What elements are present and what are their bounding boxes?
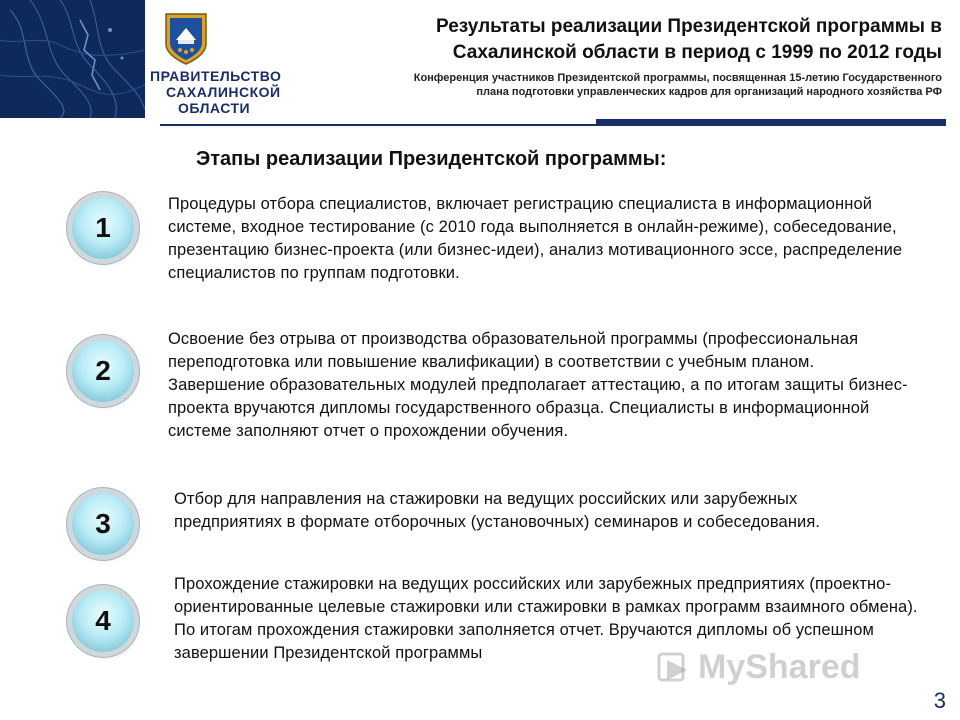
- step-badge-3: 3: [72, 493, 134, 555]
- page-title-line2: Сахалинской области в период с 1999 по 2012 годы: [452, 42, 942, 63]
- step-text-1: Процедуры отбора специалистов, включает регистрацию специалиста в информационной системе, входное тестирование (с 2010 года выполняется в онлайн-режиме), собеседование, презентацию бизнес-проекта (или бизнес-идеи), анализ мотивационного эссе, распределение специалистов по группам подготовки.: [168, 195, 903, 282]
- org-name-line3: ОБЛАСТИ: [178, 100, 251, 116]
- step-badge-4: 4: [72, 590, 134, 652]
- step-text-3: Отбор для направления на стажировки на ведущих российских или зарубежных предприятиях в формате отборочных (установочных) семинаров и собеседования.: [174, 490, 821, 531]
- step-text-4: Прохождение стажировки на ведущих российских или зарубежных предприятиях (проектно-ориентированные целевые стажировки или стажировки в рамках программ взаимного обмена). По итогам прохождения стажировки заполняется отчет. Вручаются дипломы об успешном завершении Президентской программы: [174, 575, 918, 662]
- watermark: MyShared: [698, 648, 861, 686]
- page-title: [302, 14, 942, 66]
- section-title: Этапы реализации Президентской программы:: [196, 148, 667, 170]
- step-badge-1: 1: [72, 197, 134, 259]
- page-number: 3: [933, 688, 946, 713]
- org-name-line2: САХАЛИНСКОЙ: [166, 84, 281, 100]
- page-subtitle-line2: плана подготовки управленческих кадров для организаций народного хозяйства РФ: [476, 86, 942, 98]
- region-map-image: [0, 0, 145, 118]
- page-title-line1: Результаты реализации Президентской программы в: [436, 16, 942, 37]
- step-badge-2: 2: [72, 340, 134, 402]
- coat-of-arms-icon: [158, 10, 214, 66]
- org-name-line1: ПРАВИТЕЛЬСТВО: [150, 68, 282, 84]
- page-subtitle: [282, 71, 942, 99]
- watermark-icon: [655, 648, 695, 688]
- page-subtitle-line1: Конференция участников Президентской программы, посвященная 15-летию Государственного: [413, 72, 942, 84]
- step-text-2: Освоение без отрыва от производства образовательной программы (профессиональная переподготовка или повышение квалификации) в соответствии с учебным планом. Завершение образовательных модулей предполагает аттестацию, а по итогам защиты бизнес-проекта вручаются дипломы государственного образца. Специалисты в информационной системе заполняют отчет о прохождении обучения.: [168, 330, 908, 440]
- header-divider-accent: [596, 119, 946, 126]
- org-name: [150, 68, 300, 116]
